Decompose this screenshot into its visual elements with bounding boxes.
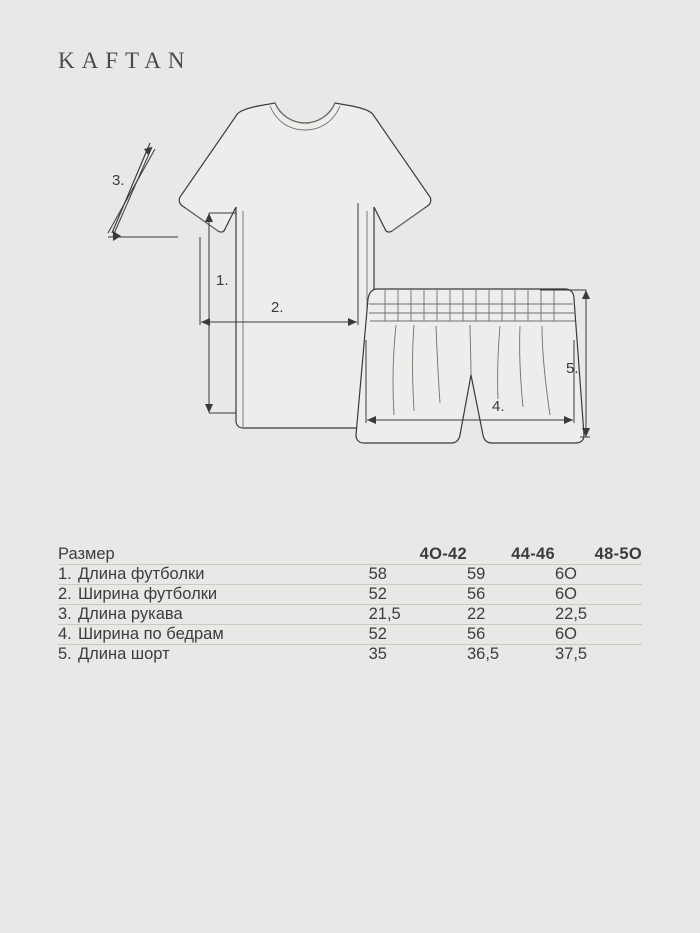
row-text-1: Длина футболки [78, 565, 205, 583]
row-label-4 [58, 625, 369, 645]
row-2-value-1: 52 [369, 585, 467, 605]
dimension-label-1: 1. [216, 272, 229, 289]
row-text-3: Длина рукава [78, 605, 183, 623]
row-text-2: Ширина футболки [78, 585, 218, 603]
header-size-40-42: 4О-42 [419, 545, 467, 563]
dimension-label-5: 5. [566, 360, 579, 377]
table-row [58, 585, 642, 605]
table-row [58, 625, 642, 645]
row-1-value-1: 58 [369, 565, 467, 585]
size-table-container [0, 545, 700, 664]
row-1-value-2: 59 [467, 565, 555, 585]
row-index-4: 4. [58, 625, 72, 643]
dimension-1 [205, 213, 236, 413]
row-2-value-3: 6О [555, 585, 642, 605]
row-4-value-2: 56 [467, 625, 555, 645]
row-index-1: 1. [58, 565, 72, 583]
row-4-value-3: 6О [555, 625, 642, 645]
dimension-label-2: 2. [271, 299, 284, 316]
garment-illustration [0, 85, 700, 515]
table-row [58, 605, 642, 625]
row-3-value-1: 21,5 [369, 605, 467, 625]
header-size-48-50: 48-5О [594, 545, 642, 563]
row-label-5 [58, 645, 369, 665]
row-text-4: Ширина по бедрам [78, 625, 224, 643]
table-row [58, 565, 642, 585]
row-5-value-1: 35 [369, 645, 467, 665]
header-size-label: Размер [58, 545, 115, 563]
row-index-3: 3. [58, 605, 72, 623]
row-1-value-3: 6О [555, 565, 642, 585]
size-table [58, 545, 642, 664]
header-size-44-46: 44-46 [511, 545, 555, 563]
dimension-label-3: 3. [112, 172, 125, 189]
row-5-value-3: 37,5 [555, 645, 642, 665]
row-4-value-1: 52 [369, 625, 467, 645]
row-text-5: Длина шорт [78, 645, 170, 663]
row-index-5: 5. [58, 645, 72, 663]
row-5-value-2: 36,5 [467, 645, 555, 665]
row-label-1 [58, 565, 369, 585]
table-row [58, 645, 642, 665]
row-3-value-2: 22 [467, 605, 555, 625]
row-label-3 [58, 605, 369, 625]
brand-logo: KAFTAN [58, 48, 192, 73]
row-label-2 [58, 585, 369, 605]
dimension-label-4: 4. [492, 398, 505, 415]
dimension-3-arrow [113, 147, 152, 236]
dimension-3 [108, 143, 178, 241]
table-header-row [58, 545, 642, 565]
row-index-2: 2. [58, 585, 72, 603]
row-2-value-2: 56 [467, 585, 555, 605]
row-3-value-3: 22,5 [555, 605, 642, 625]
